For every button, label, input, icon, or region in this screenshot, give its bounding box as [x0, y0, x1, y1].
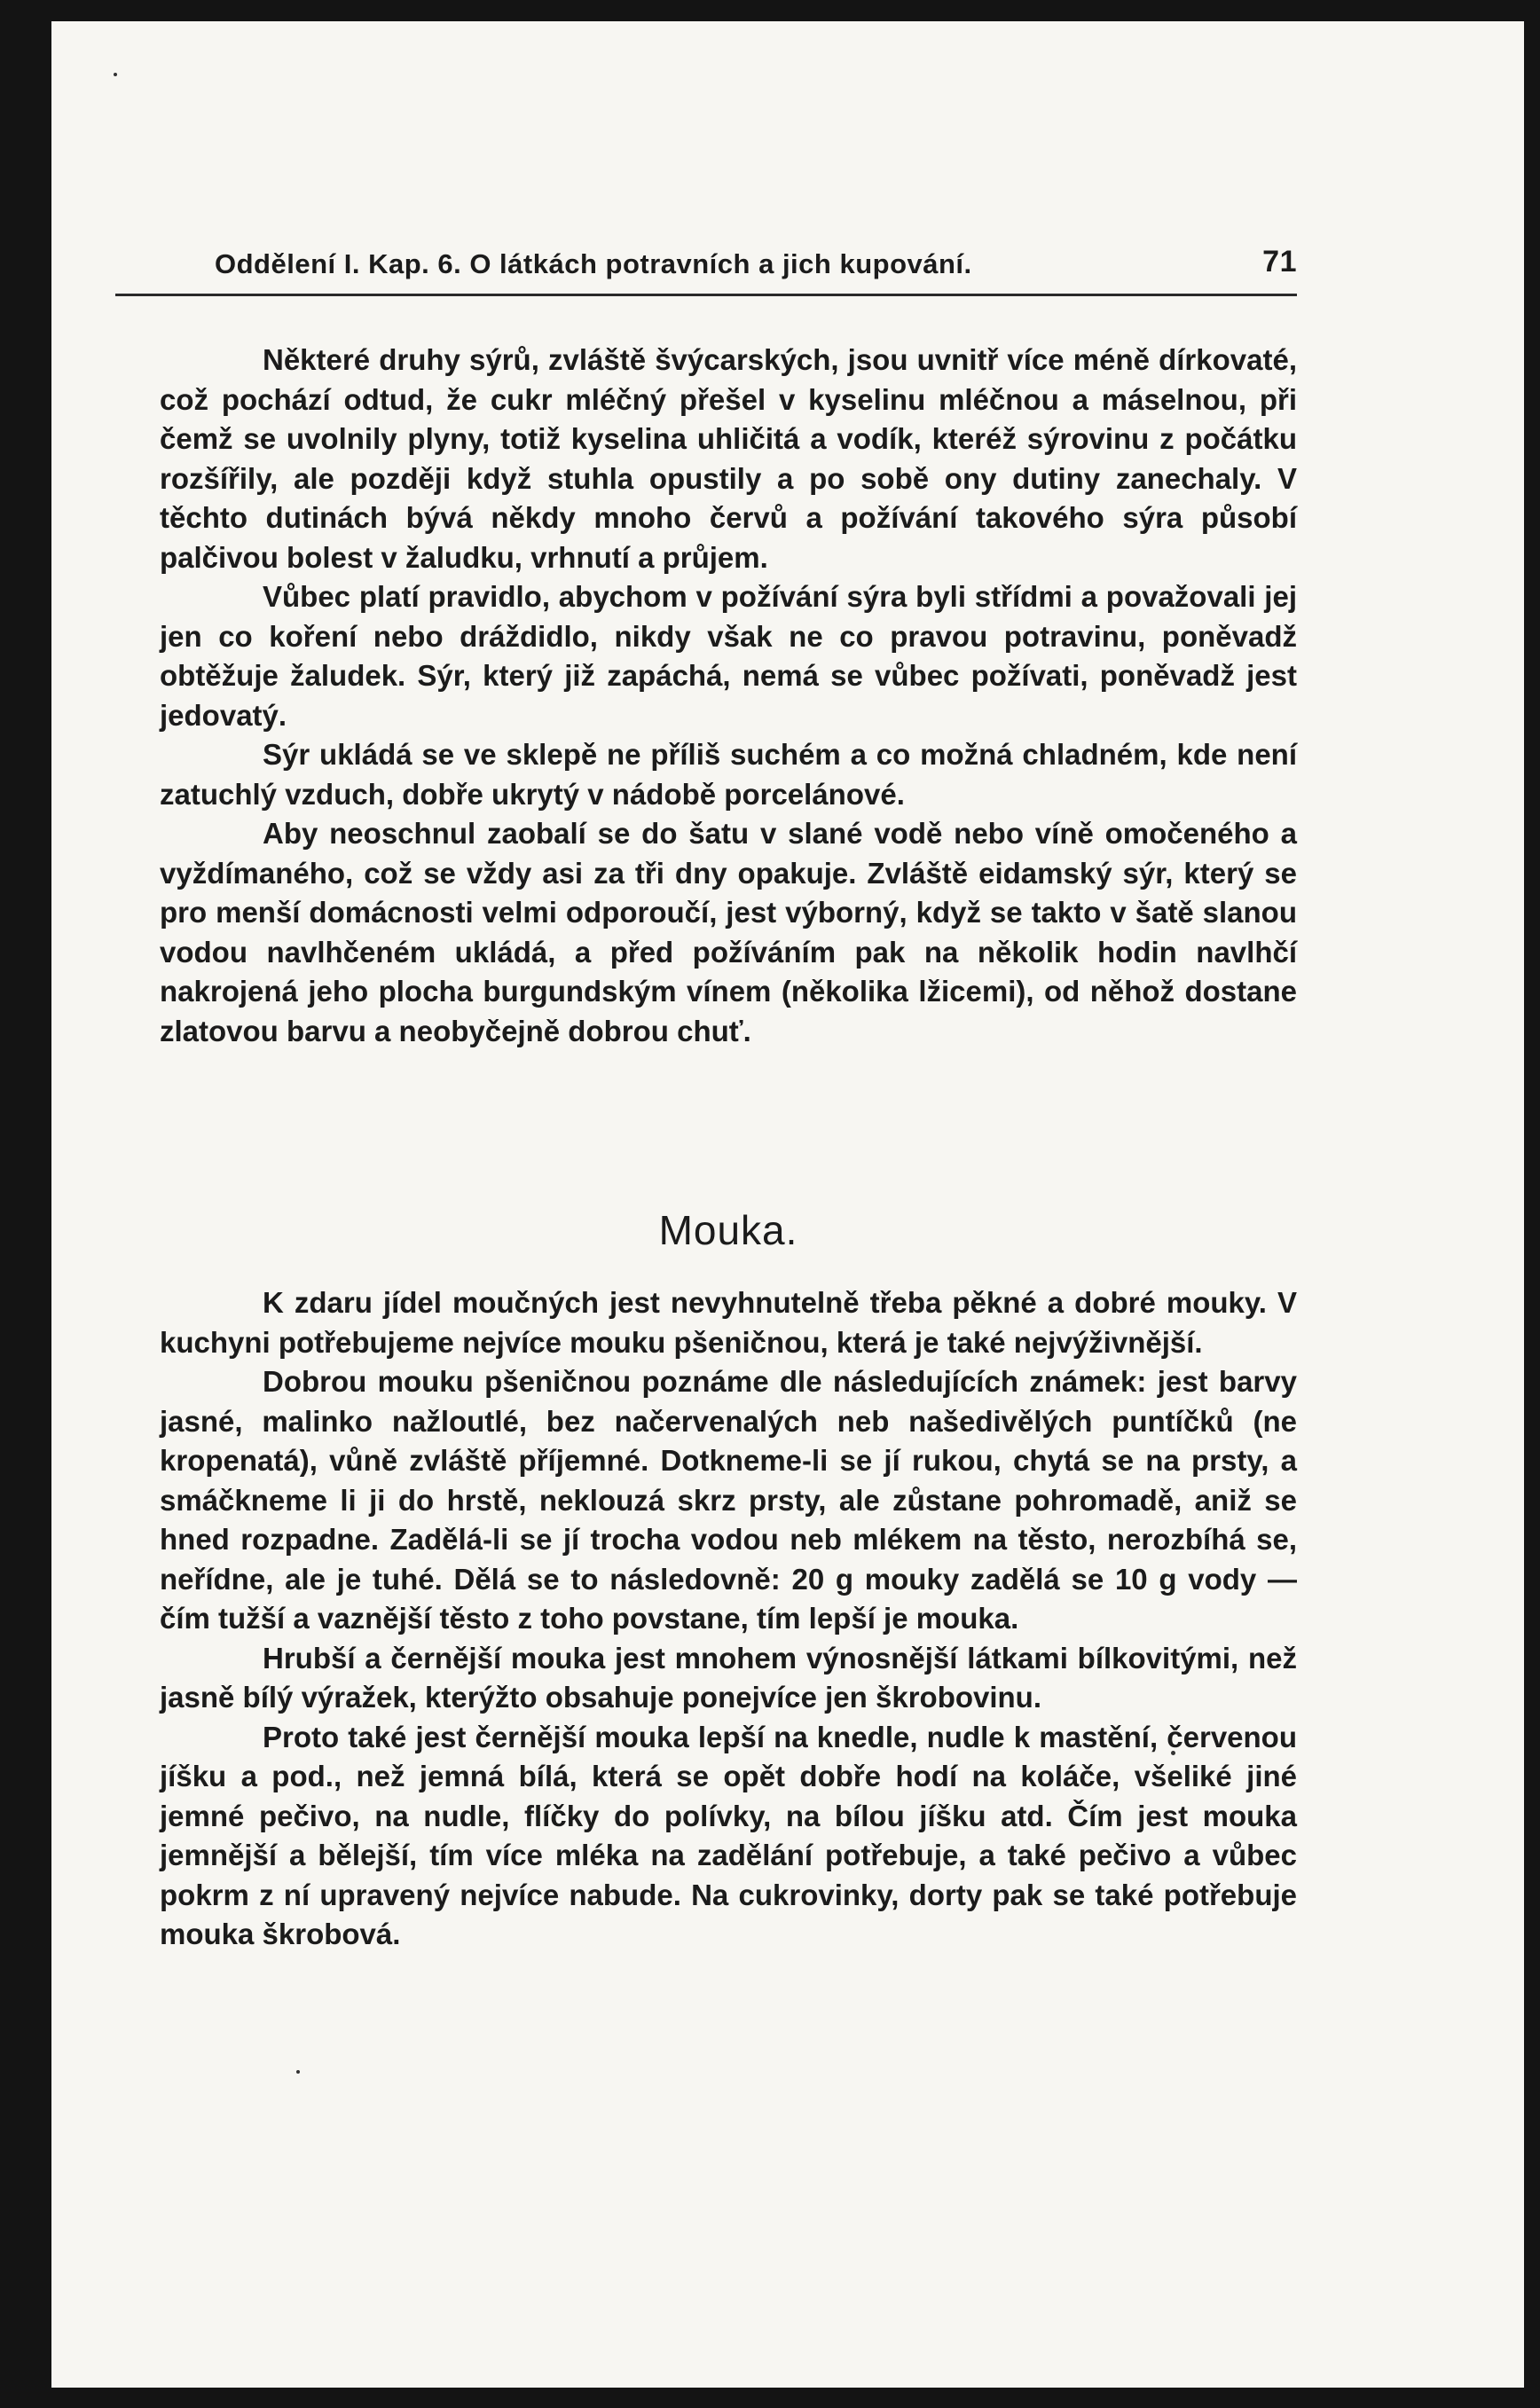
- header-rule: [115, 294, 1297, 296]
- paper-speck: [296, 2070, 300, 2074]
- paper-speck: [114, 73, 117, 76]
- running-header: [215, 239, 1297, 293]
- paragraph: K zdaru jídel moučných jest nevyhnutelně třeba pěkné a dobré mouky. V kuchyni potřebujeme nejvíce mouku pšeničnou, která je také nejvýživnější.: [160, 1286, 1297, 1359]
- flour-section: [160, 1283, 1297, 1955]
- cheese-section: [160, 341, 1297, 1051]
- paragraph: Proto také jest černější mouka lepší na knedle, nudle k mastění, červenou jíšku a pod., než jemná bílá, která se opět dobře hodí na koláče, všeliké jiné jemné pečivo, na nudle, flíčky do polívky, na bílou jíšku atd. Čím jest mouka jemnější a bělejší, tím více mléka na zadělání potřebuje, a také pečivo a vůbec pokrm z ní upravený nejvíce nabude. Na cukrovinky, dorty pak se také potřebuje mouka škrobová.: [160, 1720, 1297, 1950]
- section-heading: Mouka.: [658, 1207, 798, 1253]
- paragraph: Vůbec platí pravidlo, abychom v požívání sýra byli střídmi a považovali jej jen co koření nebo dráždidlo, nikdy však ne co pravou potravinu, poněvadž obtěžuje žaludek. Sýr, který již zapáchá, nemá se vůbec požívati, poněvadž jest jedovatý.: [160, 580, 1297, 732]
- paragraph: Dobrou mouku pšeničnou poznáme dle následujících známek: jest barvy jasné, malinko nažloutlé, bez načervenalých neb našedivělých puntíčků (ne kropenatá), vůně zvláště příjemné. Dotkneme-li se jí rukou, chytá se na prsty, a smáčkneme li ji do hrstě, neklouzá skrz prsty, ale zůstane pohromadě, aniž se hned rozpadne. Zadělá-li se jí trocha vodou neb mlékem na těsto, nerozbíhá se, neřídne, ale je tuhé. Dělá se to následovně: 20 g mouky zadělá se 10 g vody — čím tužší a vaznější těsto z toho povstane, tím lepší je mouka.: [160, 1365, 1297, 1635]
- header-title: Oddělení I. Kap. 6. O látkách potravních a jich kupování.: [215, 248, 972, 279]
- page-number: 71: [1262, 245, 1297, 278]
- paragraph: Sýr ukládá se ve sklepě ne příliš suchém a co možná chladném, kde není zatuchlý vzduch, dobře ukrytý v nádobě porcelánové.: [160, 738, 1297, 811]
- paragraph: Některé druhy sýrů, zvláště švýcarských, jsou uvnitř více méně dírkovaté, což pochází odtud, že cukr mléčný přešel v kyselinu mléčnou a máselnou, při čemž se uvolnily plyny, totiž kyselina uhličitá a vodík, kteréž sýrovinu z počátku rozšířily, ale později když stuhla opustily a po sobě ony dutiny zanechaly. V těchto dutinách bývá někdy mnoho červů a požívání takového sýra působí palčivou bolest v žaludku, vrhnutí a průjem.: [160, 343, 1297, 574]
- paragraph: Aby neoschnul zaobalí se do šatu v slané vodě nebo víně omočeného a vyždímaného, což se vždy asi za tři dny opakuje. Zvláště eidamský sýr, který se pro menší domácnosti velmi odporoučí, jest výborný, když se takto v šatě slanou vodou navlhčeném ukládá, a před požíváním pak na několik hodin navlhčí nakrojená jeho plocha burgundským vínem (několika lžicemi), od něhož dostane zlatovou barvu a neobyčejně dobrou chuť.: [160, 817, 1297, 1047]
- paragraph: Hrubší a černější mouka jest mnohem výnosnější látkami bílkovitými, než jasně bílý výražek, kterýžto obsahuje ponejvíce jen škrobovinu.: [160, 1641, 1297, 1714]
